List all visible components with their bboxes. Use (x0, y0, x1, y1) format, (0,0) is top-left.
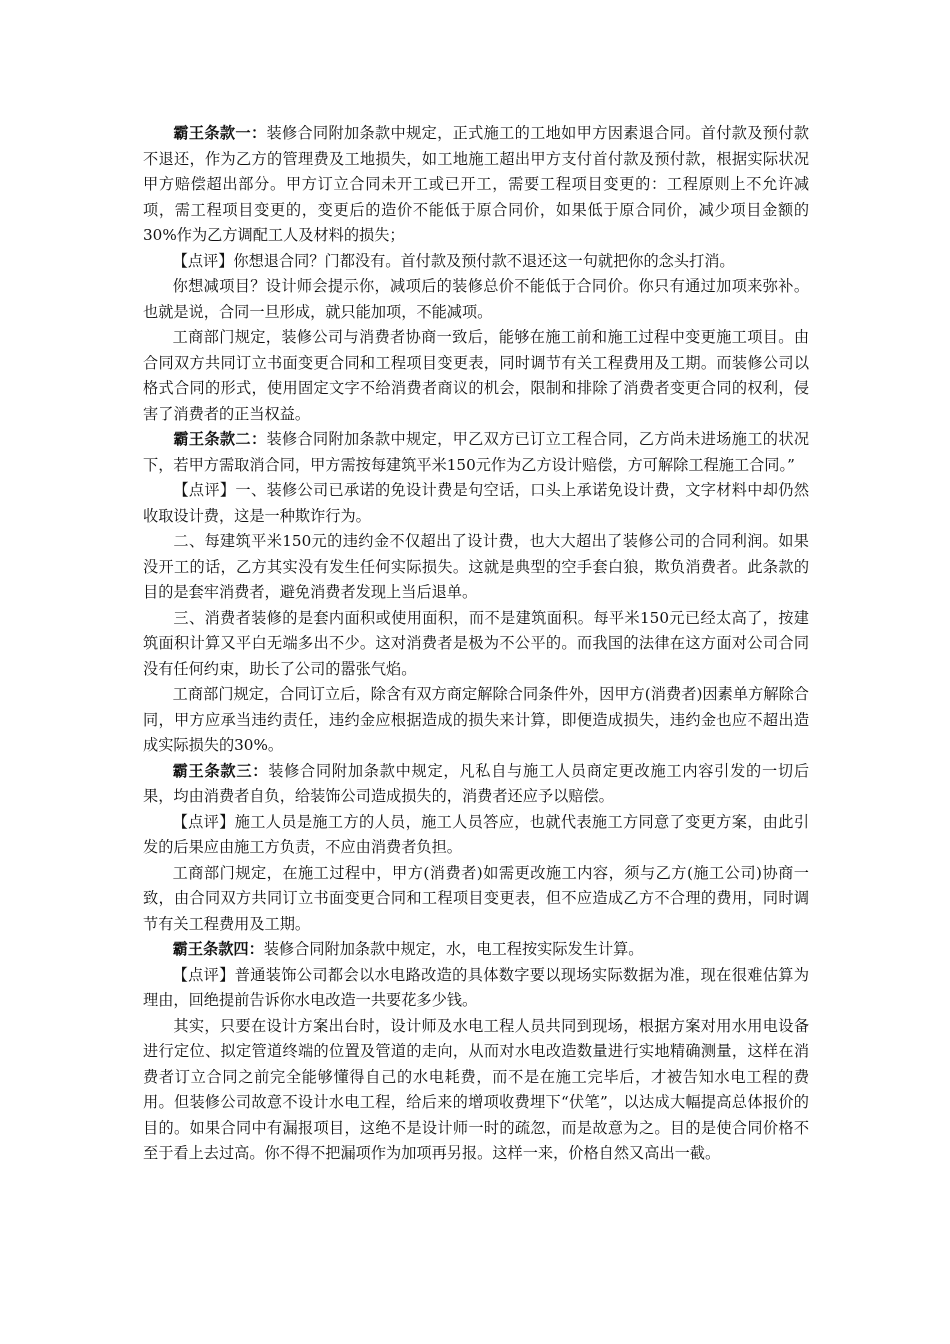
paragraph-regulation-3: 工商部门规定，在施工过程中，甲方(消费者)如需更改施工内容，须与乙方(施工公司)协商一致，由合同双方共同订立书面变更合同和工程项目变更表，但不应造成乙方不合理的费用，同时调节有关工程费用及工期。 (143, 863, 809, 933)
document-body (143, 121, 809, 1167)
paragraph-explanation-4: 其实，只要在设计方案出台时，设计师及水电工程人员共同到现场，根据方案对用水用电设备进行定位、拟定管道终端的位置及管道的走向，从而对水电改造数量进行实地精确测量，这样在消费者订立合同之前完全能够懂得自己的水电耗费，而不是在施工完毕后，才被告知水电工程的费用。但装修公司故意不设计水电工程，给后来的增项收费埋下“伏笔”，以达成大幅提高总体报价的目的。如果合同中有漏报项目，这绝不是设计师一时的疏忽，而是故意为之。目的是使合同价格不至于看上去过高。你不得不把漏项作为加项再另报。这样一来，价格自然又高出一截。 (143, 1016, 809, 1162)
paragraph-reduce-items: 你想减项目？设计师会提示你，减项后的装修总价不能低于合同价。你只有通过加项来弥补。也就是说，合同一旦形成，就只能加项，不能减项。 (143, 277, 809, 321)
clause-4-title: 霸王条款四： (172, 940, 264, 958)
paragraph-clause-3 (143, 759, 809, 810)
clause-4-text: 装修合同附加条款中规定，水，电工程按实际发生计算。 (263, 940, 644, 958)
paragraph-comment-3: 【点评】施工人员是施工方的人员，施工人员答应，也就代表施工方同意了变更方案，由此引发的后果应由施工方负责，不应由消费者负担。 (143, 812, 809, 856)
paragraph-comment-2-point-1: 【点评】一、装修公司已承诺的免设计费是句空话，口头上承诺免设计费，文字材料中却仍然收取设计费，这是一种欺诈行为。 (143, 481, 809, 525)
paragraph-clause-1 (143, 121, 809, 249)
paragraph-regulation-1: 工商部门规定，装修公司与消费者协商一致后，能够在施工前和施工过程中变更施工项目。由合同双方共同订立书面变更合同和工程项目变更表，同时调节有关工程费用及工期。而装修公司以格式合同的形式，使用固定文字不给消费者商议的机会，限制和排除了消费者变更合同的权利，侵害了消费者的正当权益。 (143, 328, 809, 423)
clause-2-title: 霸王条款二： (173, 430, 267, 448)
paragraph-regulation-2: 工商部门规定，合同订立后，除含有双方商定解除合同条件外，因甲方(消费者)因素单方解除合同，甲方应承当违约责任，违约金应根据造成的损失来计算，即便造成损失，违约金也应不超出造成实际损失的30%。 (143, 685, 809, 754)
paragraph-clause-4 (143, 937, 809, 963)
paragraph-comment-2-point-3: 三、消费者装修的是套内面积或使用面积，而不是建筑面积。每平米150元已经太高了，按建筑面积计算又平白无端多出不少。这对消费者是极为不公平的。而我国的法律在这方面对公司合同没有任何约束，助长了公司的嚣张气焰。 (143, 608, 809, 678)
paragraph-comment-2-point-2: 二、每建筑平米150元的违约金不仅超出了设计费，也大大超出了装修公司的合同利润。如果没开工的话，乙方其实没有发生任何实际损失。这就是典型的空手套白狼，欺负消费者。此条款的目的是套牢消费者，避免消费者发现上当后退单。 (143, 532, 809, 601)
clause-3-title: 霸王条款三： (172, 761, 269, 780)
paragraph-clause-2 (143, 427, 809, 478)
clause-1-text: 装修合同附加条款中规定，正式施工的工地如甲方因素退合同。首付款及预付款不退还，作为乙方的管理费及工地损失，如工地施工超出甲方支付首付款及预付款，根据实际状况甲方赔偿超出部分。甲方订立合同未开工或已开工，需要工程项目变更的：工程原则上不允许减项，需工程项目变更的，变更后的造价不能低于原合同价，如果低于原合同价，减少项目金额的30%作为乙方调配工人及材料的损失； (143, 124, 810, 244)
paragraph-comment-1: 【点评】你想退合同？门都没有。首付款及预付款不退还这一句就把你的念头打消。 (172, 251, 735, 270)
clause-2-text: 装修合同附加条款中规定，甲乙双方已订立工程合同，乙方尚未进场施工的状况下，若甲方需取消合同，甲方需按每建筑平米150元作为乙方设计赔偿，方可解除工程施工合同。” (143, 430, 810, 474)
clause-3-text: 装修合同附加条款中规定，凡私自与施工人员商定更改施工内容引发的一切后果，均由消费者自负，给装饰公司造成损失的，消费者还应予以赔偿。 (143, 761, 810, 805)
clause-1-title: 霸王条款一： (173, 124, 267, 142)
paragraph-comment-4: 【点评】普通装饰公司都会以水电路改造的具体数字要以现场实际数据为准，现在很难估算为理由，回绝提前告诉你水电改造一共要花多少钱。 (143, 965, 809, 1009)
